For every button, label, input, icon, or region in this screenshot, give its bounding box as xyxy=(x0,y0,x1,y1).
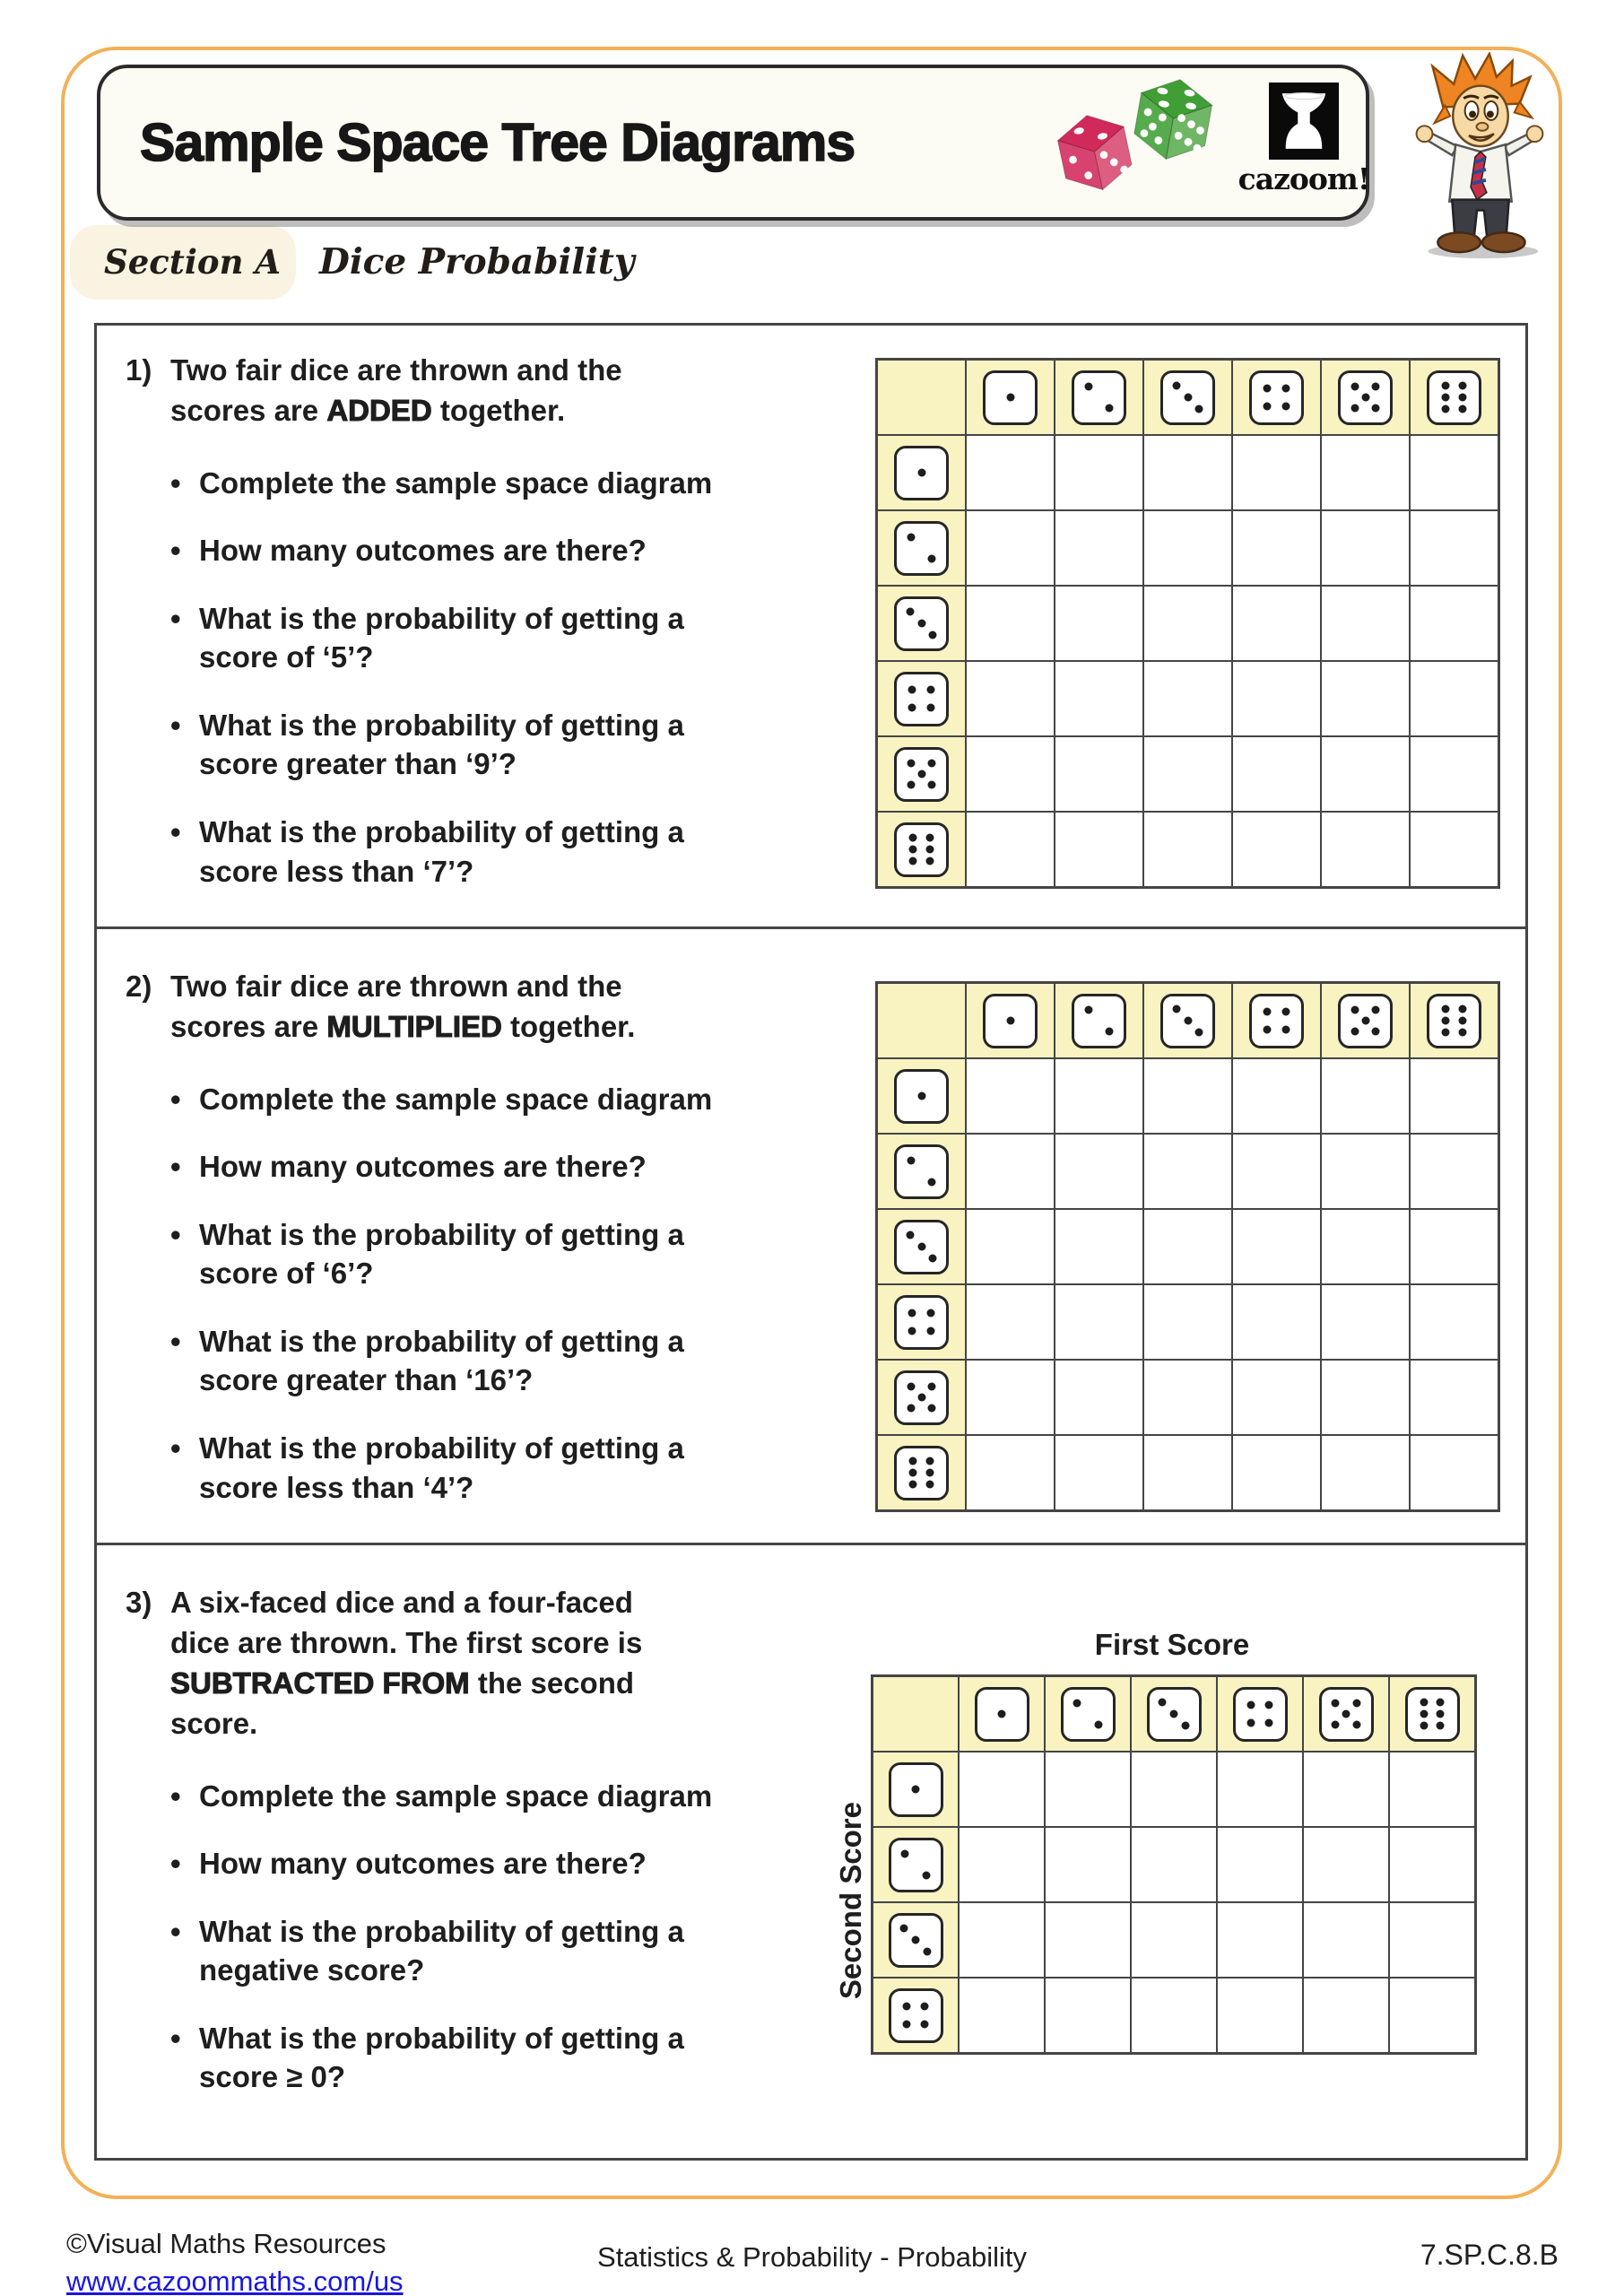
section-label-pill xyxy=(70,225,296,300)
answer-cell xyxy=(1217,1827,1303,1902)
page-title: Sample Space Tree Diagrams xyxy=(140,113,855,172)
answer-cell xyxy=(1303,1752,1389,1827)
die-face-2 xyxy=(1061,1687,1116,1742)
answer-cell xyxy=(1143,586,1232,661)
answer-cell xyxy=(966,435,1055,510)
section-title: Dice Probability xyxy=(319,241,635,283)
grid-header-die-1 xyxy=(966,983,1055,1059)
section-label: Section A xyxy=(104,242,282,282)
die-face-5 xyxy=(1319,1687,1374,1742)
grid-header-die-4 xyxy=(1217,1676,1303,1752)
die-face-3 xyxy=(889,1913,943,1968)
answer-cell xyxy=(1303,1902,1389,1978)
answer-cell xyxy=(1055,1360,1143,1435)
grid-header-die-4 xyxy=(1232,360,1321,436)
answer-cell xyxy=(1045,1752,1131,1827)
mascot-character xyxy=(1393,52,1565,265)
grid-header-die-6 xyxy=(1410,983,1499,1059)
answer-cell xyxy=(1045,1827,1131,1902)
sample-space-grid-2 xyxy=(875,981,1500,1512)
answer-cell xyxy=(1321,812,1410,888)
question-2-grid-area xyxy=(875,981,1500,1543)
die-face-3 xyxy=(894,1220,949,1274)
bullet-item: • What is the probability of getting a score greater than ‘16’? xyxy=(169,1322,716,1400)
bullet-item: • What is the probability of getting a negative score? xyxy=(169,1912,716,1990)
answer-cell xyxy=(1410,661,1499,736)
answer-cell xyxy=(1055,510,1143,586)
answer-cell xyxy=(1321,1134,1410,1209)
question-intro: Two fair dice are thrown and the scores are MULTIPLIED together. xyxy=(170,970,636,1043)
answer-cell xyxy=(966,736,1055,812)
sample-space-grid-1 xyxy=(875,358,1500,889)
bullet-item: • What is the probability of getting a score of ‘6’? xyxy=(169,1215,716,1293)
bullet-item: • What is the probability of getting a score ≥ 0? xyxy=(169,2019,716,2097)
answer-cell xyxy=(1232,435,1321,510)
answer-cell xyxy=(1321,736,1410,812)
bullet-item: • What is the probability of getting a score greater than ‘9’? xyxy=(169,706,716,784)
cazoom-drum-icon xyxy=(1269,83,1339,160)
die-face-2 xyxy=(889,1838,943,1892)
die-face-3 xyxy=(1147,1687,1202,1742)
answer-cell xyxy=(1143,435,1232,510)
die-face-2 xyxy=(1072,370,1126,425)
die-face-4 xyxy=(1233,1687,1288,1742)
answer-cell xyxy=(966,812,1055,888)
answer-cell xyxy=(1232,586,1321,661)
answer-cell xyxy=(1410,812,1499,888)
grid-header-die-1 xyxy=(959,1676,1045,1752)
question-2-text xyxy=(126,967,717,1543)
sample-space-grid-3 xyxy=(871,1674,1477,2055)
title-banner xyxy=(97,65,1369,221)
die-face-6 xyxy=(894,1446,949,1500)
answer-cell xyxy=(1217,1978,1303,2054)
answer-cell xyxy=(1232,812,1321,888)
answer-cell xyxy=(1055,1284,1143,1360)
question-number: 3) xyxy=(126,1586,152,1619)
answer-cell xyxy=(966,586,1055,661)
answer-cell xyxy=(1410,1058,1499,1134)
grid-header-die-3 xyxy=(1131,1676,1217,1752)
answer-cell xyxy=(1143,510,1232,586)
answer-cell xyxy=(966,1058,1055,1134)
grid-row-die-2 xyxy=(877,510,967,586)
answer-cell xyxy=(959,1752,1045,1827)
answer-cell xyxy=(959,1978,1045,2054)
die-face-6 xyxy=(1427,994,1481,1048)
answer-cell xyxy=(1303,1827,1389,1902)
answer-cell xyxy=(1143,661,1232,736)
bullet-item: • Complete the sample space diagram xyxy=(169,1777,716,1816)
questions-box xyxy=(94,323,1528,2161)
answer-cell xyxy=(1131,1978,1217,2054)
answer-cell xyxy=(1217,1902,1303,1978)
green-die-icon xyxy=(1128,75,1218,165)
answer-cell xyxy=(966,1209,1055,1284)
grid-header-die-2 xyxy=(1055,983,1143,1059)
grid-row-die-5 xyxy=(877,736,967,812)
question-number: 2) xyxy=(126,970,152,1003)
die-face-1 xyxy=(983,370,1038,425)
question-number: 1) xyxy=(126,353,152,387)
footer-link[interactable]: www.cazoommaths.com/us xyxy=(66,2266,404,2296)
answer-cell xyxy=(1321,586,1410,661)
answer-cell xyxy=(1232,661,1321,736)
question-3-grid-area xyxy=(831,1628,1477,2152)
answer-cell xyxy=(1055,1134,1143,1209)
grid-header-die-5 xyxy=(1303,1676,1389,1752)
die-face-1 xyxy=(975,1687,1029,1742)
bullet-item: • Complete the sample space diagram xyxy=(169,464,716,503)
die-face-6 xyxy=(1405,1687,1460,1742)
question-3-text xyxy=(126,1583,717,2152)
grid-row-die-4 xyxy=(877,1284,967,1360)
answer-cell xyxy=(1232,736,1321,812)
grid-row-die-2 xyxy=(877,1134,967,1209)
answer-cell xyxy=(1321,1360,1410,1435)
grid-row-die-1 xyxy=(877,435,967,510)
answer-cell xyxy=(1143,1284,1232,1360)
answer-cell xyxy=(1045,1902,1131,1978)
answer-cell xyxy=(966,1360,1055,1435)
answer-cell xyxy=(1232,1284,1321,1360)
question-1-text xyxy=(126,351,717,926)
die-face-6 xyxy=(1427,370,1481,425)
footer-copyright: ©Visual Maths Resources xyxy=(66,2228,386,2259)
answer-cell xyxy=(1232,1435,1321,1511)
answer-cell xyxy=(1143,1134,1232,1209)
answer-cell xyxy=(1303,1978,1389,2054)
die-face-6 xyxy=(894,822,949,877)
answer-cell xyxy=(1232,1209,1321,1284)
grid-row-die-3 xyxy=(877,1209,967,1284)
answer-cell xyxy=(1410,435,1499,510)
die-face-3 xyxy=(894,596,949,651)
answer-cell xyxy=(1055,435,1143,510)
grid-header-die-5 xyxy=(1321,983,1410,1059)
answer-cell xyxy=(1389,1978,1476,2054)
answer-cell xyxy=(1410,510,1499,586)
grid-row-die-6 xyxy=(877,812,967,888)
grid-header-die-3 xyxy=(1143,983,1232,1059)
answer-cell xyxy=(1232,1360,1321,1435)
answer-cell xyxy=(1389,1902,1476,1978)
die-face-5 xyxy=(1338,994,1393,1048)
question-3 xyxy=(97,1543,1525,2152)
answer-cell xyxy=(966,1435,1055,1511)
answer-cell xyxy=(966,510,1055,586)
die-face-2 xyxy=(894,521,949,576)
answer-cell xyxy=(1055,1435,1143,1511)
grid-corner-cell xyxy=(877,983,967,1059)
grid-header-die-3 xyxy=(1143,360,1232,436)
grid-header-die-6 xyxy=(1410,360,1499,436)
die-face-1 xyxy=(983,994,1038,1048)
grid-row-die-6 xyxy=(877,1435,967,1511)
die-face-3 xyxy=(1160,994,1215,1048)
answer-cell xyxy=(1045,1978,1131,2054)
answer-cell xyxy=(1055,1058,1143,1134)
question-3-bullets xyxy=(126,1777,717,2097)
die-face-1 xyxy=(889,1762,943,1817)
answer-cell xyxy=(1321,661,1410,736)
die-face-1 xyxy=(894,1069,949,1124)
answer-cell xyxy=(959,1902,1045,1978)
answer-cell xyxy=(1055,1209,1143,1284)
answer-cell xyxy=(1321,435,1410,510)
grid-corner-cell xyxy=(877,360,967,436)
answer-cell xyxy=(959,1827,1045,1902)
die-face-2 xyxy=(894,1144,949,1199)
question-intro: A six-faced dice and a four-faced dice are thrown. The first score is SUBTRACTED FROM the second score. xyxy=(170,1586,643,1740)
answer-cell xyxy=(1321,1209,1410,1284)
answer-cell xyxy=(966,661,1055,736)
grid-row-die-5 xyxy=(877,1360,967,1435)
grid-corner-cell xyxy=(873,1676,960,1752)
die-face-4 xyxy=(889,1988,943,2043)
answer-cell xyxy=(966,1284,1055,1360)
answer-cell xyxy=(1131,1902,1217,1978)
first-score-axis-label: First Score xyxy=(1094,1628,1250,1661)
answer-cell xyxy=(1232,510,1321,586)
grid-header-die-1 xyxy=(966,360,1055,436)
die-face-5 xyxy=(894,1370,949,1425)
answer-cell xyxy=(1410,586,1499,661)
answer-cell xyxy=(1131,1827,1217,1902)
answer-cell xyxy=(1389,1752,1476,1827)
grid-row-die-4 xyxy=(873,1978,960,2054)
cazoom-logo-text: cazoom! xyxy=(1238,161,1370,196)
question-2 xyxy=(97,926,1525,1543)
die-face-5 xyxy=(894,747,949,802)
answer-cell xyxy=(966,1134,1055,1209)
answer-cell xyxy=(1410,1360,1499,1435)
grid-row-die-1 xyxy=(873,1752,960,1827)
answer-cell xyxy=(1321,1435,1410,1511)
answer-cell xyxy=(1143,736,1232,812)
die-face-2 xyxy=(1072,994,1126,1048)
bullet-item: • How many outcomes are there? xyxy=(169,1147,716,1187)
bullet-item: • What is the probability of getting a score less than ‘4’? xyxy=(169,1429,716,1507)
second-score-axis-label: Second Score xyxy=(834,1801,867,2000)
answer-cell xyxy=(1232,1134,1321,1209)
answer-cell xyxy=(1143,1360,1232,1435)
answer-cell xyxy=(1143,812,1232,888)
die-face-3 xyxy=(1160,370,1215,425)
die-face-4 xyxy=(1249,370,1304,425)
pink-die-icon xyxy=(1053,111,1137,196)
second-score-axis-wrap xyxy=(831,1674,871,2051)
answer-cell xyxy=(1143,1058,1232,1134)
bullet-item: • How many outcomes are there? xyxy=(169,531,716,570)
answer-cell xyxy=(1410,1284,1499,1360)
answer-cell xyxy=(1410,736,1499,812)
answer-cell xyxy=(1055,586,1143,661)
answer-cell xyxy=(1321,510,1410,586)
question-1-bullets xyxy=(126,464,717,891)
answer-cell xyxy=(1143,1435,1232,1511)
answer-cell xyxy=(1055,736,1143,812)
footer-standard-code: 7.SP.C.8.B xyxy=(1420,2239,1559,2271)
bullet-item: • How many outcomes are there? xyxy=(169,1844,716,1883)
answer-cell xyxy=(1232,1058,1321,1134)
grid-row-die-1 xyxy=(877,1058,967,1134)
die-face-5 xyxy=(1338,370,1393,425)
answer-cell xyxy=(1389,1827,1476,1902)
answer-cell xyxy=(1410,1435,1499,1511)
grid-header-die-6 xyxy=(1389,1676,1476,1752)
answer-cell xyxy=(1131,1752,1217,1827)
answer-cell xyxy=(1143,1209,1232,1284)
grid-header-die-5 xyxy=(1321,360,1410,436)
footer-topic: Statistics & Probability - Probability xyxy=(597,2241,1027,2273)
answer-cell xyxy=(1410,1209,1499,1284)
die-face-4 xyxy=(894,1295,949,1350)
grid-header-die-4 xyxy=(1232,983,1321,1059)
grid-row-die-3 xyxy=(873,1902,960,1978)
question-intro: Two fair dice are thrown and the scores are ADDED together. xyxy=(170,353,622,427)
answer-cell xyxy=(1321,1058,1410,1134)
answer-cell xyxy=(1217,1752,1303,1827)
answer-cell xyxy=(1321,1284,1410,1360)
question-2-bullets xyxy=(126,1080,717,1507)
question-1 xyxy=(97,326,1525,926)
bullet-item: • Complete the sample space diagram xyxy=(169,1080,716,1119)
grid-row-die-2 xyxy=(873,1827,960,1902)
bullet-item: • What is the probability of getting a score of ‘5’? xyxy=(169,599,716,677)
grid-header-die-2 xyxy=(1055,360,1143,436)
bullet-item: • What is the probability of getting a score less than ‘7’? xyxy=(169,813,716,891)
grid-header-die-2 xyxy=(1045,1676,1131,1752)
die-face-1 xyxy=(894,446,949,500)
die-face-4 xyxy=(894,672,949,726)
answer-cell xyxy=(1055,812,1143,888)
grid-row-die-3 xyxy=(877,586,967,661)
question-1-grid-area xyxy=(875,358,1500,926)
answer-cell xyxy=(1055,661,1143,736)
grid-row-die-4 xyxy=(877,661,967,736)
die-face-4 xyxy=(1249,994,1304,1048)
cazoom-logo xyxy=(1232,83,1376,196)
answer-cell xyxy=(1410,1134,1499,1209)
